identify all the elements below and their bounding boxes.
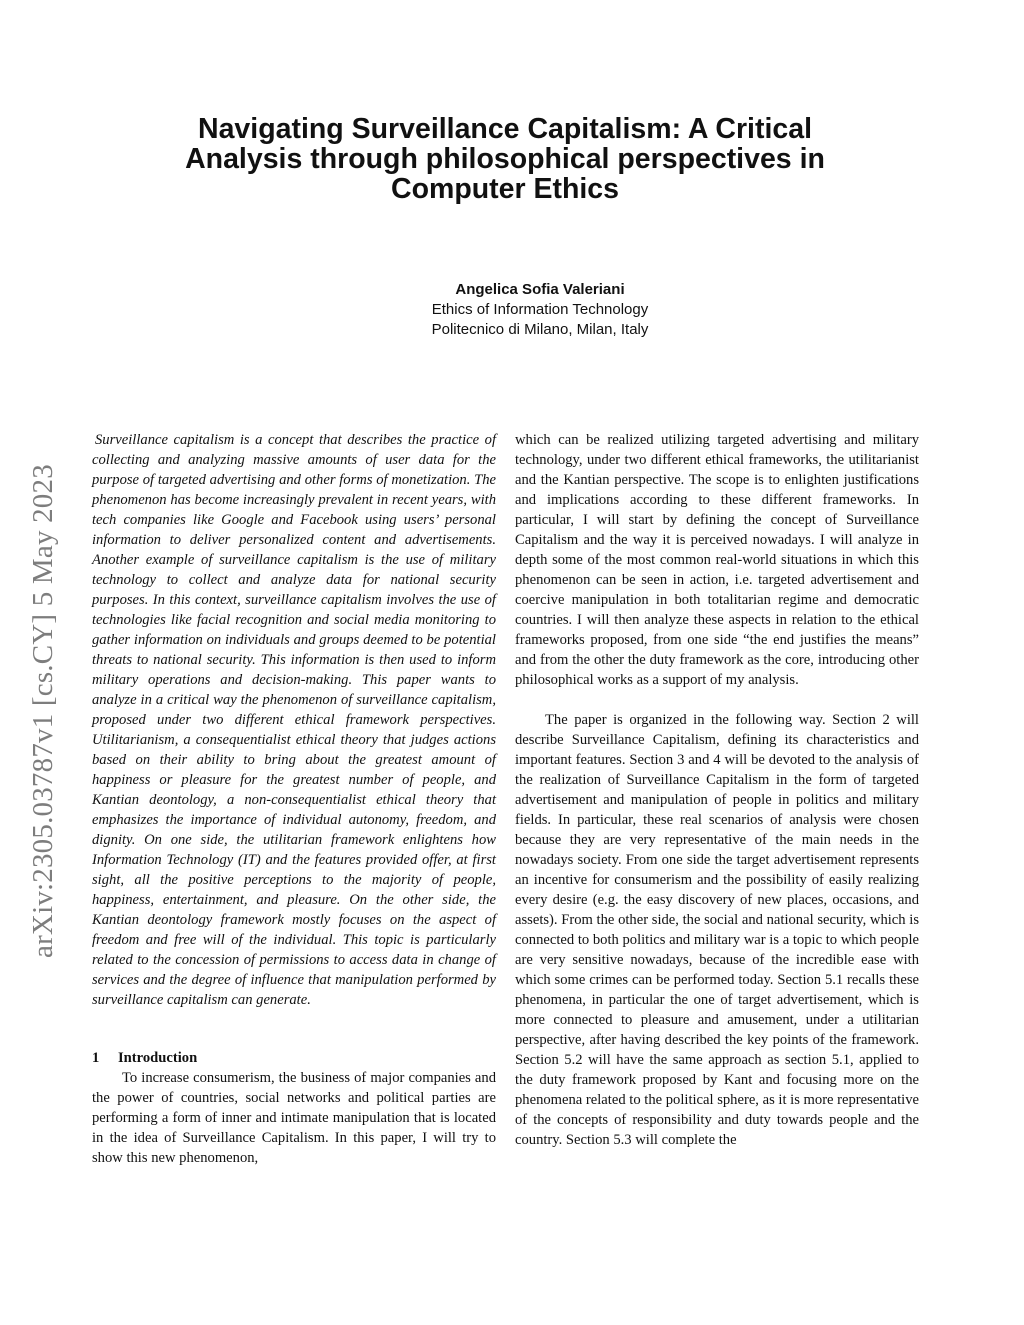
section-title: Introduction bbox=[118, 1050, 198, 1066]
introduction-paragraph-1-continued: which can be realized utilizing targeted advertising and military technology, under two different ethical frameworks, the utilitarianist and the Kantian perspective. The scope is to enlighten justifications and implications according to these different frameworks. In particular, I will start by defining the concept of Surveillance Capitalism and the way it is perceived nowadays. I will analyze in depth some of the most common real-world situations in which this phenomenon can be seen in action, i.e. targeted advertisement and coercive manipulation in both totalitarian regime and democratic countries. I will then analyze these aspects in relation to the ethical frameworks proposed, from one side “the end justifies the means” and from the other the duty framework as the core, introducing other philosophical works as a support of my analysis. bbox=[515, 432, 919, 688]
right-column bbox=[515, 430, 919, 1150]
paper-title bbox=[120, 114, 890, 204]
introduction-paragraph-2: The paper is organized in the following way. Section 2 will describe Surveillance Capitalism, defining its characteristics and important features. Section 3 and 4 will be devoted to the analysis of the realization of Surveillance Capitalism in the form of targeted advertisement and manipulation of people in politics and military fields. In particular, these real scenarios of analysis were chosen because they are very representative of the main needs in the nowadays society. From one side the target advertisement represents an incentive for consumerism and the possibility of easily realizing every desire (e.g. the easy discovery of new places, occasions, and assets). From the other side, the social and national security, which is connected to both politics and military war is a topic to which people are very sensitive nowadays, because of the incredible ease with which some crimes can be performed today. Section 5.1 recalls these phenomena, in particular the one of target advertisement, which is more connected to pleasure and amusement, under a utilitarian perspective, after having described the key points of the framework. Section 5.2 will have the same approach as section 5.1, applied to the duty framework proposed by Kant and focusing more on the phenomena related to the political sphere, as it is more representative of the concepts of responsibility and duty towards people and the country. Section 5.3 will complete the bbox=[515, 712, 920, 1148]
introduction-paragraph-1: To increase consumerism, the business of major companies and the power of countries, social networks and political parties are performing a form of inner and intimate manipulation that is located in the idea of Surveillance Capitalism. In this paper, I will try to show this new phenomenon, bbox=[92, 1070, 496, 1166]
abstract-text: Surveillance capitalism is a concept that describes the practice of collecting and analyzing massive amounts of user data for the purpose of targeted advertising and other forms of monetization. The phenomenon has become increasingly prevalent in recent years, with tech companies like Google and Facebook using users’ personal information to deliver personalized content and advertisements. Another example of surveillance capitalism is the use of military technology to collect and analyze data for national security purposes. In this context, surveillance capitalism involves the use of technologies like facial recognition and social media monitoring to gather information on individuals and groups deemed to be potential threats to national security. This information is then used to inform military operations and decision-making. This paper wants to analyze in a critical way the phenomenon of surveillance capitalism, proposed under two different ethical framework perspectives. Utilitarianism, a consequentialist ethical theory that judges actions based on their ability to bring about the greatest amount of happiness or pleasure for the greatest number of people, and Kantian deontology, a non-consequentialist ethical theory that emphasizes the importance of individual autonomy, freedom, and dignity. On one side, the utilitarian framework enlightens how Information Technology (IT) and the features provided offer, at first sight, all the positive perceptions to the majority of people, happiness, entertainment, and pleasure. On the other side, the Kantian deontology framework mostly focuses on the aspect of freedom and free will of the individual. This topic is particularly related to the concession of permissions to access data in change of services and the degree of influence that manipulation performed by surveillance capitalism can generate. bbox=[92, 432, 496, 1008]
author-block bbox=[330, 280, 750, 340]
arxiv-stamp: arXiv:2305.03787v1 [cs.CY] 5 May 2023 bbox=[27, 464, 59, 958]
left-column bbox=[92, 430, 496, 1168]
author-affiliation-department: Ethics of Information Technology bbox=[431, 301, 649, 318]
section-number: 1 bbox=[92, 1050, 100, 1066]
title-line-2: Analysis through philosophical perspectives in bbox=[185, 143, 825, 175]
paragraph-gap bbox=[515, 690, 919, 710]
author-name: Angelica Sofia Valeriani bbox=[455, 281, 625, 298]
author-affiliation-institution: Politecnico di Milano, Milan, Italy bbox=[431, 321, 649, 338]
title-line-1: Navigating Surveillance Capitalism: A Critical bbox=[198, 113, 812, 145]
title-line-3: Computer Ethics bbox=[390, 173, 620, 205]
section-heading-introduction bbox=[92, 1048, 496, 1068]
